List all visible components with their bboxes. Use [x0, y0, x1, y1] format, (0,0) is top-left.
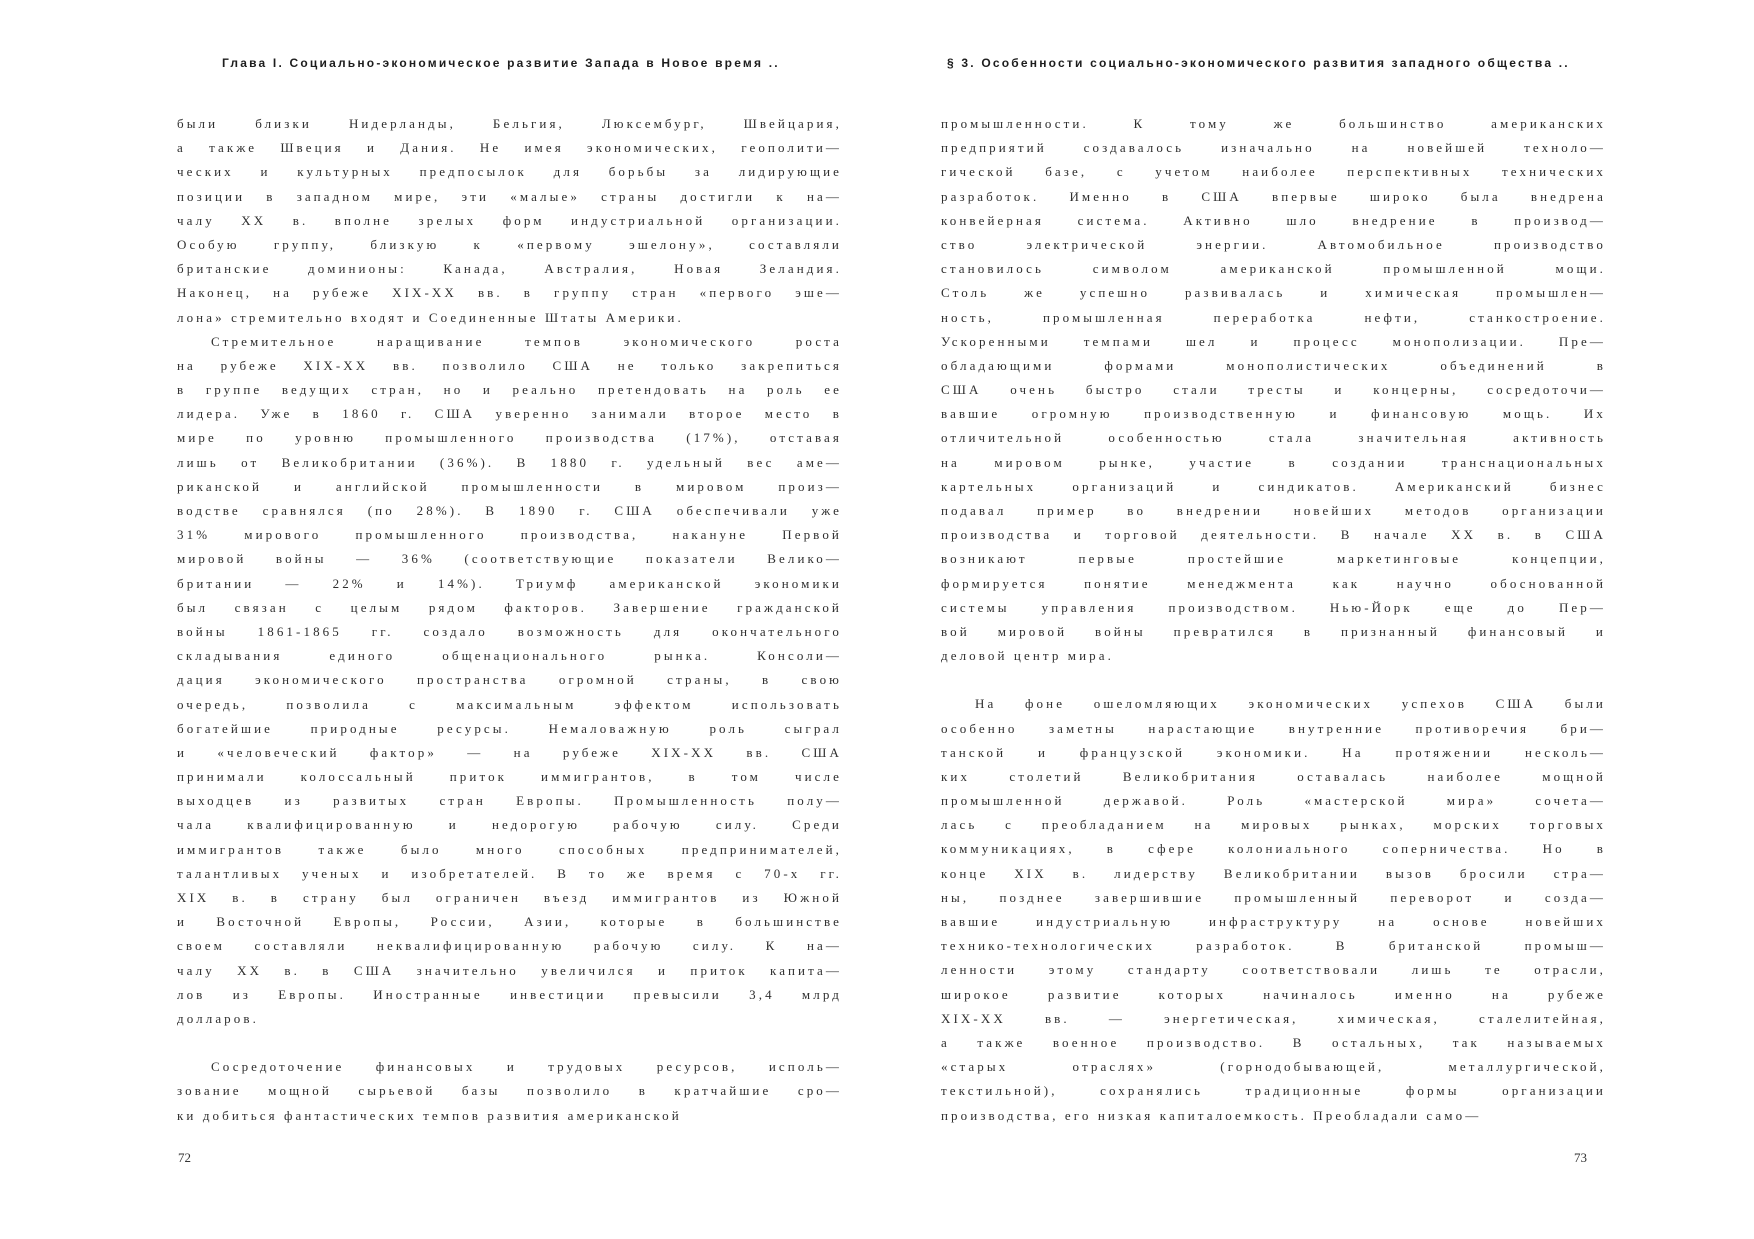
text-line: технико-технологических разработок. В британской промыш—: [941, 938, 1606, 954]
text-line: картельных организаций и синдикатов. Американский бизнес: [941, 478, 1606, 494]
text-line: и «человеческий фактор» — на рубеже XIX-XX вв. США: [177, 744, 842, 760]
text-line: богатейшие природные ресурсы. Немаловажную роль сыграл: [177, 720, 842, 736]
text-line: предприятий создавалось изначально на новейшей техноло—: [941, 140, 1606, 156]
text-line: очередь, позволила с максимальным эффектом использовать: [177, 696, 842, 712]
text-line: становилось символом американской промышленной мощи.: [941, 261, 1606, 277]
text-line: талантливых ученых и изобретателей. В то же время с 70-х гг.: [177, 865, 842, 881]
text-line: США очень быстро стали тресты и концерны, сосредоточи—: [941, 382, 1606, 398]
running-head-left: Глава I. Социально-экономическое развитие Запада в Новое время ..: [222, 56, 780, 70]
text-line: системы управления производством. Нью-Йорк еще до Пер—: [941, 599, 1606, 615]
text-line: вавшие индустриальную инфраструктуру на основе новейших: [941, 914, 1606, 929]
text-line: были близки Нидерланды, Бельгия, Люксембург, Швейцария,: [177, 116, 842, 131]
text-line: гической базе, с учетом наиболее перспективных технических: [941, 164, 1606, 180]
text-line: чала квалифицированную и недорогую рабочую силу. Среди: [177, 817, 842, 833]
text-line: иммигрантов также было много способных предпринимателей,: [177, 841, 842, 857]
text-line: разработок. Именно в США впервые широко была внедрена: [941, 188, 1606, 204]
text-line: лась с преобладанием на мировых рынках, морских торговых: [941, 817, 1606, 833]
text-line: а также Швеция и Дания. Не имея экономических, геополити—: [177, 140, 842, 156]
text-line: возникают первые простейшие маркетинговые концепции,: [941, 551, 1606, 567]
text-line: XIX в. в страну был ограничен въезд иммигрантов из Южной: [177, 890, 842, 905]
text-line: чалу XX в. вполне зрелых форм индустриальной организации.: [177, 212, 842, 228]
text-line: лона» стремительно входят и Соединенные Штаты Америки.: [177, 309, 684, 325]
text-line: формируется понятие менеджмента как научно обоснованной: [941, 575, 1606, 591]
text-line: производства и торговой деятельности. В начале XX в. в США: [941, 527, 1606, 543]
text-line: ность, промышленная переработка нефти, станкостроение.: [941, 309, 1606, 325]
text-line: деловой центр мира.: [941, 648, 1115, 664]
text-line: водстве сравнялся (по 28%). В 1890 г. США обеспечивали уже: [177, 503, 842, 518]
text-line: чалу XX в. в США значительно увеличился и приток капита—: [177, 962, 842, 978]
text-line: Ускоренными темпами шел и процесс монополизации. Пре—: [941, 333, 1606, 349]
text-line: На фоне ошеломляющих экономических успехов США были: [975, 696, 1606, 712]
text-line: ны, позднее завершившие промышленный переворот и созда—: [941, 889, 1606, 905]
text-line: ки добиться фантастических темпов развития американской: [177, 1107, 682, 1123]
text-line: лишь от Великобритании (36%). В 1880 г. удельный вес аме—: [177, 454, 842, 470]
right-page: [877, 0, 1754, 1239]
text-line: складывания единого общенационального рынка. Консоли—: [177, 648, 842, 664]
text-line: риканской и английской промышленности в мировом произ—: [177, 478, 842, 494]
text-line: на мировом рынке, участие в создании транснациональных: [941, 454, 1606, 470]
text-line: коммуникациях, в сфере колониального соперничества. Но в: [941, 841, 1606, 857]
text-line: широкое развитие которых начиналось именно на рубеже: [941, 986, 1606, 1002]
text-line: ческих и культурных предпосылок для борьбы за лидирующие: [177, 164, 842, 180]
text-line: «старых отраслях» (горнодобывающей, металлургической,: [941, 1059, 1606, 1075]
text-line: и Восточной Европы, России, Азии, которые в большинстве: [177, 914, 842, 930]
text-line: подавал пример во внедрении новейших методов организации: [941, 503, 1606, 518]
text-line: лидера. Уже в 1860 г. США уверенно занимали второе место в: [177, 406, 842, 422]
text-line: промышленной державой. Роль «мастерской мира» сочета—: [941, 793, 1606, 809]
text-line: лов из Европы. Иностранные инвестиции превысили 3,4 млрд: [177, 986, 842, 1002]
text-line: ких столетий Великобритания оставалась наиболее мощной: [941, 768, 1606, 784]
text-line: особенно заметны нарастающие внутренние противоречия бри—: [941, 720, 1606, 736]
text-line: ленности этому стандарту соответствовали лишь те отрасли,: [941, 962, 1606, 978]
text-line: Наконец, на рубеже XIX-XX вв. в группу стран «первого эше—: [177, 285, 842, 301]
text-line: принимали колоссальный приток иммигрантов, в том числе: [177, 769, 842, 785]
page-number-right: 73: [1574, 1150, 1587, 1165]
text-line: Столь же успешно развивалась и химическая промышлен—: [941, 285, 1606, 301]
text-line: войны 1861-1865 гг. создало возможность для окончательного: [177, 623, 842, 639]
text-line: долларов.: [177, 1010, 259, 1026]
paragraph: [941, 692, 1606, 1127]
text-line: Особую группу, близкую к «первому эшелону», составляли: [177, 236, 842, 252]
text-line: мировой войны — 36% (соответствующие показатели Велико—: [177, 551, 842, 567]
text-line: своем составляли неквалифицированную рабочую силу. К на—: [177, 938, 842, 954]
text-line: 31% мирового промышленного производства, накануне Первой: [177, 527, 842, 543]
text-line: Стремительное наращивание темпов экономического роста: [211, 333, 842, 349]
text-line: текстильной), сохранялись традиционные формы организации: [941, 1083, 1606, 1099]
paragraph: [177, 1055, 842, 1128]
text-line: выходцев из развитых стран Европы. Промышленность полу—: [177, 793, 842, 809]
body-text-left: [177, 112, 842, 1128]
text-line: конце XIX в. лидерству Великобритании вызов бросили стра—: [941, 865, 1606, 881]
page-number-left: 72: [178, 1150, 191, 1165]
text-line: зование мощной сырьевой базы позволило в кратчайшие сро—: [177, 1083, 842, 1099]
paragraph: [941, 112, 1606, 668]
text-line: ство электрической энергии. Автомобильное производство: [941, 236, 1606, 252]
text-line: вой мировой войны превратился в признанный финансовый и: [941, 623, 1606, 639]
text-line: британии — 22% и 14%). Триумф американской экономики: [177, 575, 842, 591]
text-line: вавшие огромную производственную и финансовую мощь. Их: [941, 406, 1606, 422]
text-line: отличительной особенностью стала значительная активность: [941, 430, 1606, 446]
text-line: дация экономического пространства огромной страны, в свою: [177, 672, 842, 688]
text-line: был связан с целым рядом факторов. Завершение гражданской: [177, 599, 842, 615]
text-line: в группе ведущих стран, но и реально претендовать на роль ее: [177, 382, 842, 398]
running-head-right: § 3. Особенности социально-экономического развития западного общества ..: [947, 56, 1570, 70]
text-line: промышленности. К тому же большинство американских: [941, 116, 1606, 131]
text-line: производства, его низкая капиталоемкость. Преобладали само—: [941, 1107, 1482, 1123]
text-line: мире по уровню промышленного производства (17%), отставая: [177, 430, 842, 446]
text-line: а также военное производство. В остальных, так называемых: [941, 1034, 1606, 1050]
text-line: конвейерная система. Активно шло внедрение в производ—: [941, 212, 1606, 228]
text-line: Сосредоточение финансовых и трудовых ресурсов, исполь—: [211, 1059, 842, 1075]
text-line: британские доминионы: Канада, Австралия, Новая Зеландия.: [177, 261, 842, 277]
paragraph: [177, 330, 842, 1031]
paragraph: [177, 112, 842, 330]
text-line: на рубеже XIX-XX вв. позволило США не только закрепиться: [177, 357, 842, 373]
text-line: XIX-XX вв. — энергетическая, химическая, сталелитейная,: [941, 1010, 1606, 1026]
body-text-right: [941, 112, 1606, 1128]
text-line: позиции в западном мире, эти «малые» страны достигли к на—: [177, 188, 842, 204]
text-line: танской и французской экономики. На протяжении несколь—: [941, 744, 1606, 760]
text-line: обладающими формами монополистических объединений в: [941, 357, 1606, 373]
